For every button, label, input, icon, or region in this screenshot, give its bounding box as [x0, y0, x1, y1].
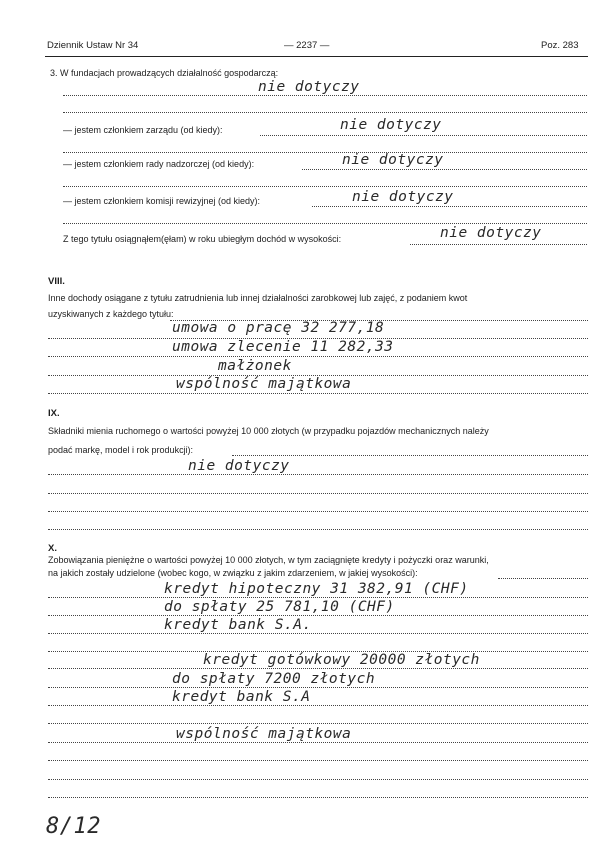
answer-line: [63, 152, 587, 153]
answer-line: [410, 244, 587, 245]
answer-line: [48, 356, 588, 357]
liability-entry: kredyt bank S.A.: [164, 617, 312, 633]
answer-line: [48, 511, 588, 512]
income-entry: małżonek: [218, 358, 292, 374]
answer-line: [48, 474, 588, 475]
answer-line: [48, 760, 588, 761]
section-8-number: VIII.: [48, 276, 65, 287]
answer-line: [63, 112, 587, 113]
liability-entry: do spłaty 7200 złotych: [172, 671, 376, 687]
income-answer: nie dotyczy: [440, 225, 542, 241]
supervisory-label: — jestem członkiem rady nadzorczej (od kiedy):: [63, 159, 255, 169]
answer-line: [48, 633, 588, 634]
supervisory-answer: nie dotyczy: [342, 152, 444, 168]
liability-entry: kredyt bank S.A: [172, 689, 311, 705]
foundation-question: 3. W fundacjach prowadzących działalność gospodarczą:: [50, 68, 279, 78]
answer-line: [48, 705, 588, 706]
section-10-number: X.: [48, 543, 57, 554]
answer-line: [48, 723, 588, 724]
answer-line: [63, 186, 587, 187]
journal-title: Dziennik Ustaw Nr 34: [47, 40, 139, 51]
section-8-text: Inne dochody osiągane z tytułu zatrudnienia lub innej działalności zarobkowej lub zajęć, z podaniem kwot: [48, 293, 468, 303]
liability-entry: kredyt gotówkowy 20000 złotych: [203, 652, 480, 668]
answer-line: [48, 668, 588, 669]
answer-line: [48, 742, 588, 743]
movable-property-answer: nie dotyczy: [188, 458, 290, 474]
answer-line: [48, 797, 588, 798]
board-answer: nie dotyczy: [340, 117, 442, 133]
answer-line: [260, 135, 587, 136]
answer-line: [312, 206, 587, 207]
section-10-text-2: na jakich zostały udzielone (wobec kogo, w związku z jakim zdarzeniem, w jakiej wysokości):: [48, 568, 418, 578]
income-label: Z tego tytułu osiągnąłem(ęłam) w roku ubiegłym dochód w wysokości:: [63, 234, 342, 244]
answer-line: [302, 169, 587, 170]
answer-line: [232, 455, 588, 456]
answer-line: [48, 597, 588, 598]
answer-line: [48, 779, 588, 780]
position-number: Poz. 283: [541, 40, 579, 51]
page-number: — 2237 —: [284, 40, 330, 51]
answer-line: [48, 687, 588, 688]
income-entry: umowa zlecenie 11 282,33: [172, 339, 394, 355]
income-entry: umowa o pracę 32 277,18: [172, 320, 385, 336]
liability-entry: do spłaty 25 781,10 (CHF): [164, 599, 395, 615]
liability-entry: kredyt hipoteczny 31 382,91 (CHF): [164, 581, 469, 597]
answer-line: [48, 393, 588, 394]
page-mark: 8/12: [46, 814, 101, 839]
section-10-text: Zobowiązania pieniężne o wartości powyżej 10 000 złotych, w tym zaciągnięte kredyty i pożyczki oraz warunki,: [48, 555, 489, 565]
answer-line: [63, 223, 587, 224]
section-8-text-2: uzyskiwanych z każdego tytułu:: [48, 309, 174, 319]
answer-line: [63, 95, 587, 96]
board-label: — jestem członkiem zarządu (od kiedy):: [63, 125, 223, 135]
answer-line: [48, 529, 588, 530]
header-rule: [45, 56, 588, 57]
income-entry: wspólność majątkowa: [176, 376, 352, 392]
answer-line: [48, 493, 588, 494]
section-9-text: Składniki mienia ruchomego o wartości powyżej 10 000 złotych (w przypadku pojazdów mechanicznych należy: [48, 426, 489, 436]
answer-line: [498, 578, 588, 579]
section-9-text-2: podać markę, model i rok produkcji):: [48, 445, 194, 455]
audit-answer: nie dotyczy: [352, 189, 454, 205]
answer-line: [48, 615, 588, 616]
audit-label: — jestem członkiem komisji rewizyjnej (od kiedy):: [63, 196, 261, 206]
foundation-answer: nie dotyczy: [258, 79, 360, 95]
section-9-number: IX.: [48, 408, 60, 419]
liability-entry: wspólność majątkowa: [176, 726, 352, 742]
